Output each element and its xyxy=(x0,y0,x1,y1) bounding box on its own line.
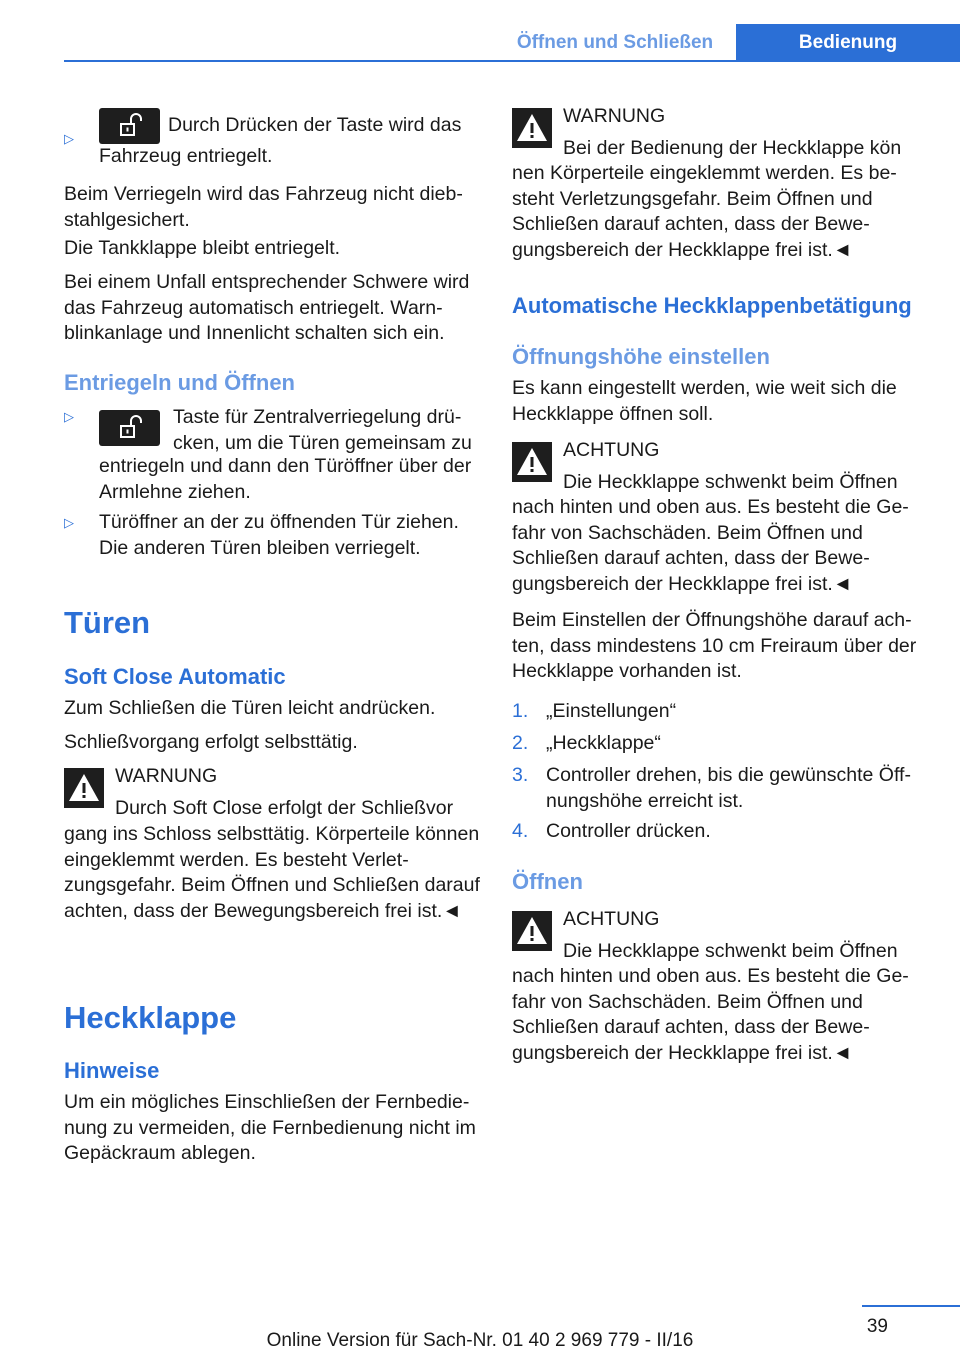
step-text: „Heckklappe“ xyxy=(546,732,661,754)
warning-text: Bei der Bedienung der Heckklappe kön xyxy=(563,137,902,159)
paragraph: Schließvorgang erfolgt selbsttätig. xyxy=(64,731,358,753)
header-section-title: Öffnen und Schließen xyxy=(516,32,714,53)
step-number: 4. xyxy=(512,820,529,842)
paragraph: Beim Verriegeln wird das Fahrzeug nicht diebstahlgesichert. xyxy=(64,183,463,231)
step-text: „Einstellungen“ xyxy=(546,700,677,722)
heading-soft-close: Soft Close Automatic xyxy=(64,664,286,689)
header-tab: Bedienung xyxy=(736,24,960,62)
triangle-right-icon: ▷ xyxy=(64,515,74,530)
warning-text: nen Körperteile eingeklemmt werden. Es besteht Verletzungsgefahr. Beim Öffnen und Schließen darauf achten, dass der Bewegungsbereich der Heckklappe frei ist.◄ xyxy=(512,162,897,261)
footer-rule xyxy=(862,1305,960,1307)
warning-text: gang ins Schloss selbsttätig. Körperteile können eingeklemmt werden. Es besteht Verletzungsgefahr. Beim Öffnen und Schließen darauf achten, dass der Bewegungsbereich frei ist.◄ xyxy=(64,823,480,922)
footer-version: Online Version für Sach-Nr. 01 40 2 969 779 - II/16 xyxy=(266,1330,694,1351)
warning-title: WARNUNG xyxy=(115,765,218,787)
heading-hinweise: Hinweise xyxy=(64,1058,160,1083)
triangle-right-icon: ▷ xyxy=(64,131,74,146)
caution-title: ACHTUNG xyxy=(563,908,660,930)
triangle-right-icon: ▷ xyxy=(64,409,74,424)
unlock-key-icon xyxy=(99,410,160,446)
caution-text: nach hinten und oben aus. Es besteht die Gefahr von Sachschäden. Beim Öffnen und Schließen darauf achten, dass der Bewegungsbereich der Heckklappe frei ist.◄ xyxy=(512,965,909,1064)
paragraph: Bei einem Unfall entsprechender Schwere wird das Fahrzeug automatisch entriegelt. Warnblinkanlage und Innenlicht schalten sich ein. xyxy=(64,271,470,344)
caution-text: Die Heckklappe schwenkt beim Öffnen xyxy=(563,471,898,493)
paragraph: Zum Schließen die Türen leicht andrücken. xyxy=(64,697,436,719)
step-number: 2. xyxy=(512,732,529,754)
list-item-text: Taste für Zentralverriegelung drücken, um die Türen gemeinsam zu xyxy=(173,406,472,454)
page-header xyxy=(0,0,960,62)
caution-title: ACHTUNG xyxy=(563,439,660,461)
warning-triangle-icon xyxy=(512,108,552,148)
page-number: 39 xyxy=(866,1316,888,1337)
header-rule xyxy=(64,60,960,62)
heading-entriegeln: Entriegeln und Öffnen xyxy=(64,370,295,395)
warning-title: WARNUNG xyxy=(563,105,666,127)
list-item-text: Durch Drücken der Taste wird das Fahrzeug entriegelt. xyxy=(99,114,462,167)
heading-oeffnen: Öffnen xyxy=(512,869,583,894)
heading-tueren: Türen xyxy=(64,605,151,640)
step-text: Controller drücken. xyxy=(546,820,711,842)
heading-heckklappe: Heckklappe xyxy=(64,1000,237,1035)
warning-text: Durch Soft Close erfolgt der Schließvor xyxy=(115,797,454,819)
step-text: Controller drehen, bis die gewünschte Öffnungshöhe erreicht ist. xyxy=(546,764,911,812)
paragraph: Beim Einstellen der Öffnungshöhe darauf achten, dass mindestens 10 cm Freiraum über der Heckklappe vorhanden ist. xyxy=(512,609,917,682)
paragraph: Um ein mögliches Einschließen der Fernbedienung zu vermeiden, die Fernbedienung nicht im Gepäckraum ablegen. xyxy=(64,1091,476,1164)
warning-triangle-icon xyxy=(512,442,552,482)
paragraph: Die Tankklappe bleibt entriegelt. xyxy=(64,237,341,259)
warning-triangle-icon xyxy=(512,911,552,951)
heading-auto-heckklappe: Automatische Heckklappenbetätigung xyxy=(512,293,912,318)
list-item-text: Türöffner an der zu öffnenden Tür ziehen. Die anderen Türen bleiben verriegelt. xyxy=(99,511,459,559)
paragraph: Es kann eingestellt werden, wie weit sich die Heckklappe öffnen soll. xyxy=(512,377,897,425)
step-number: 3. xyxy=(512,764,529,786)
unlock-key-icon xyxy=(99,108,160,144)
list-item-text: entriegeln und dann den Türöffner über der Armlehne ziehen. xyxy=(99,455,472,503)
list-item-unlock xyxy=(99,108,480,170)
caution-text: Die Heckklappe schwenkt beim Öffnen xyxy=(563,940,898,962)
heading-oeffnungshoehe: Öffnungshöhe einstellen xyxy=(512,344,770,369)
caution-text: nach hinten und oben aus. Es besteht die Gefahr von Sachschäden. Beim Öffnen und Schließen darauf achten, dass der Bewegungsbereich der Heckklappe frei ist.◄ xyxy=(512,496,909,595)
warning-triangle-icon xyxy=(64,768,104,808)
step-number: 1. xyxy=(512,700,529,722)
